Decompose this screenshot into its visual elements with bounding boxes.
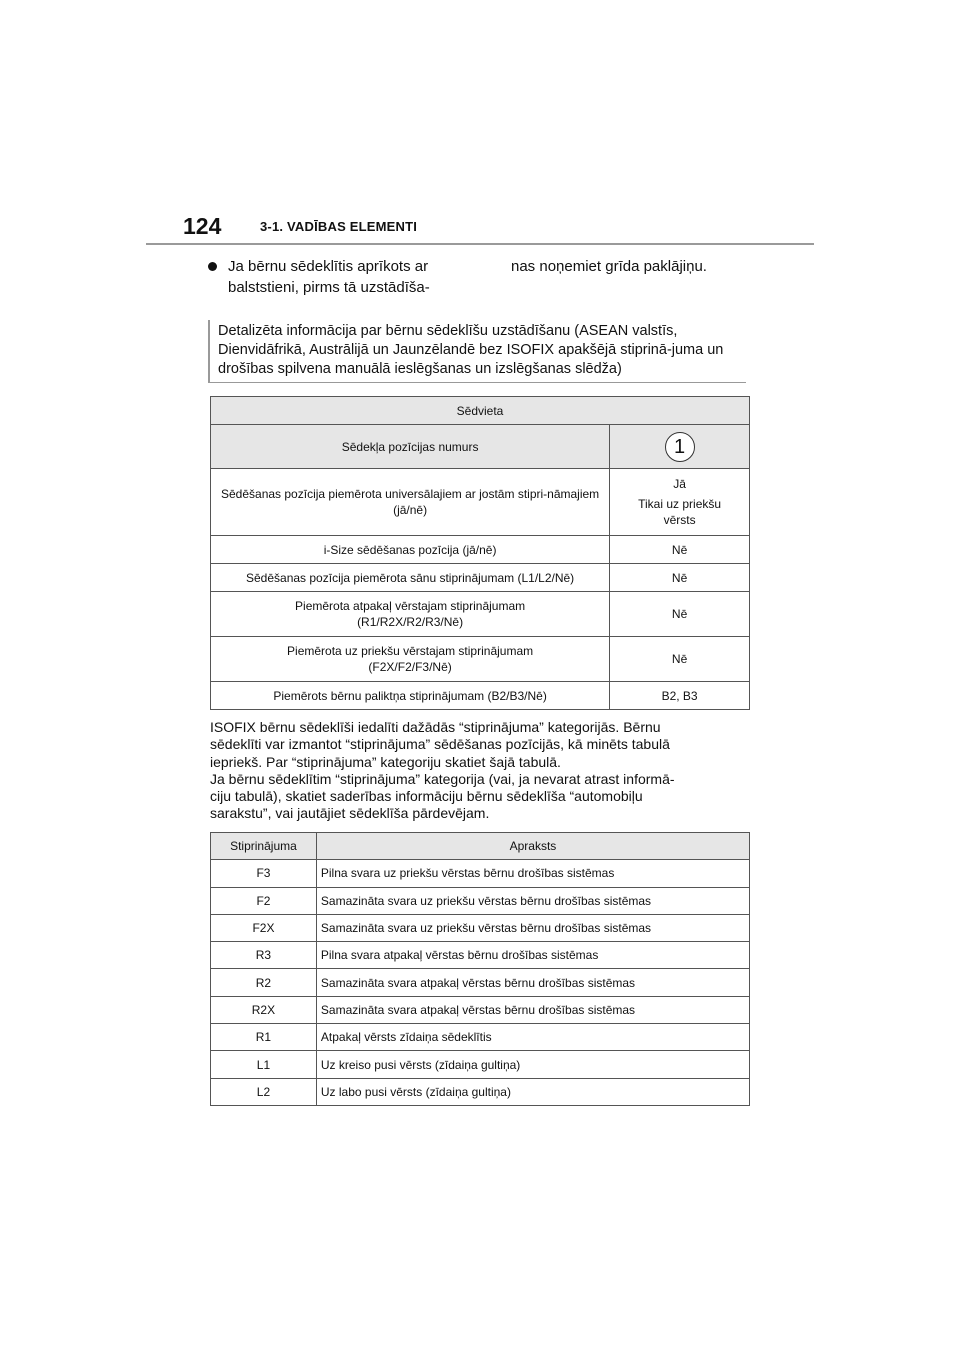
row-label: Sēdēšanas pozīcija piemērota sānu stiprinājumam (L1/L2/Nē) — [211, 564, 610, 592]
category-code: L2 — [211, 1078, 317, 1105]
category-code: L1 — [211, 1051, 317, 1078]
category-code: R3 — [211, 942, 317, 969]
category-description: Pilna svara uz priekšu vērstas bērnu drošības sistēmas — [316, 860, 749, 887]
table-row — [211, 425, 750, 469]
table-row — [211, 860, 750, 887]
category-code: R1 — [211, 1024, 317, 1051]
column-header-category: Stiprinājuma — [211, 833, 317, 860]
section-title: 3-1. VADĪBAS ELEMENTI — [260, 219, 418, 234]
isofix-paragraph: ISOFIX bērnu sēdeklīši iedalīti dažādās “stiprinājuma” kategorijās. Bērnu sēdeklīti var izmantot “stiprinājuma” sēdēšanas pozīcijās, kā minēts tabulā iepriekš. Par “stiprinājuma” kategoriju skatiet šajā tabulā. Ja bērnu sēdeklītim “stiprinājuma” kategorija (vai, ja nevarat atrast informā- ciju tabulā), skatiet saderības informāciju bērnu sēdeklīša “automobiļu sarakstu”, vai jautājiet sēdeklīša pārdevējam. — [210, 719, 675, 822]
position-number-cell — [610, 425, 750, 469]
row-value — [610, 469, 750, 536]
row-value: Nē — [610, 564, 750, 592]
category-code: F2X — [211, 914, 317, 941]
header-divider — [146, 243, 814, 245]
row-value: B2, B3 — [610, 682, 750, 710]
table-row — [211, 469, 750, 536]
table-row — [211, 1051, 750, 1078]
row-value-main: Jā — [673, 477, 686, 491]
seat-table-title: Sēdvieta — [211, 397, 750, 425]
table-header-row — [211, 833, 750, 860]
category-description: Samazināta svara atpakaļ vērstas bērnu drošības sistēmas — [316, 996, 749, 1023]
bullet-text-left: Ja bērnu sēdeklītis aprīkots ar balststieni, pirms tā uzstādīša- — [228, 258, 430, 296]
table-row — [211, 969, 750, 996]
row-value-sub: Tikai uz priekšu vērsts — [638, 497, 722, 527]
category-description: Samazināta svara uz priekšu vērstas bērnu drošības sistēmas — [316, 914, 749, 941]
table-row — [211, 592, 750, 637]
position-number-badge: 1 — [665, 432, 695, 462]
category-code: F3 — [211, 860, 317, 887]
category-description: Atpakaļ vērsts zīdaiņa sēdeklītis — [316, 1024, 749, 1051]
table-row — [211, 536, 750, 564]
table-row — [211, 942, 750, 969]
info-heading-text: Detalizēta informācija par bērnu sēdeklīšu uzstādīšanu (ASEAN valstīs, Dienvidāfrikā, Austrālijā un Jaunzēlandē bez ISOFIX apakšējā stiprinā-juma un drošības spilvena manuālā ieslēgšanas un izslēgšanas slēdža) — [218, 323, 724, 377]
table-row — [211, 914, 750, 941]
row-label: Sēdēšanas pozīcija piemērota universālajiem ar jostām stipri-nāmajiem (jā/nē) — [211, 469, 610, 536]
category-description: Samazināta svara atpakaļ vērstas bērnu drošības sistēmas — [316, 969, 749, 996]
row-label: Piemērots bērnu paliktņa stiprinājumam (B2/B3/Nē) — [211, 682, 610, 710]
page-number: 124 — [183, 213, 222, 239]
bullet-icon — [208, 262, 217, 271]
row-label: Piemērota uz priekšu vērstajam stiprinājumam (F2X/F2/F3/Nē) — [211, 637, 610, 682]
category-code: R2X — [211, 996, 317, 1023]
table-row — [211, 1078, 750, 1105]
position-label: Sēdekļa pozīcijas numurs — [211, 425, 610, 469]
category-description: Uz kreiso pusi vērsts (zīdaiņa gultiņa) — [316, 1051, 749, 1078]
row-label: Piemērota atpakaļ vērstajam stiprinājumam (R1/R2X/R2/R3/Nē) — [211, 592, 610, 637]
seat-position-table — [210, 396, 750, 710]
bullet-text-right: nas noņemiet grīda paklājiņu. — [511, 258, 707, 275]
column-header-description: Apraksts — [316, 833, 749, 860]
table-row — [211, 637, 750, 682]
category-description: Uz labo pusi vērsts (zīdaiņa gultiņa) — [316, 1078, 749, 1105]
row-value: Nē — [610, 592, 750, 637]
table-row — [211, 887, 750, 914]
category-code: F2 — [211, 887, 317, 914]
table-row — [211, 1024, 750, 1051]
category-description: Pilna svara atpakaļ vērstas bērnu drošības sistēmas — [316, 942, 749, 969]
table-row — [211, 397, 750, 425]
info-heading-box — [208, 320, 746, 383]
fixture-category-table — [210, 832, 750, 1106]
row-value: Nē — [610, 637, 750, 682]
table-row — [211, 564, 750, 592]
row-label: i-Size sēdēšanas pozīcija (jā/nē) — [211, 536, 610, 564]
table-row — [211, 996, 750, 1023]
row-value: Nē — [610, 536, 750, 564]
category-description: Samazināta svara uz priekšu vērstas bērnu drošības sistēmas — [316, 887, 749, 914]
category-code: R2 — [211, 969, 317, 996]
table-row — [211, 682, 750, 710]
